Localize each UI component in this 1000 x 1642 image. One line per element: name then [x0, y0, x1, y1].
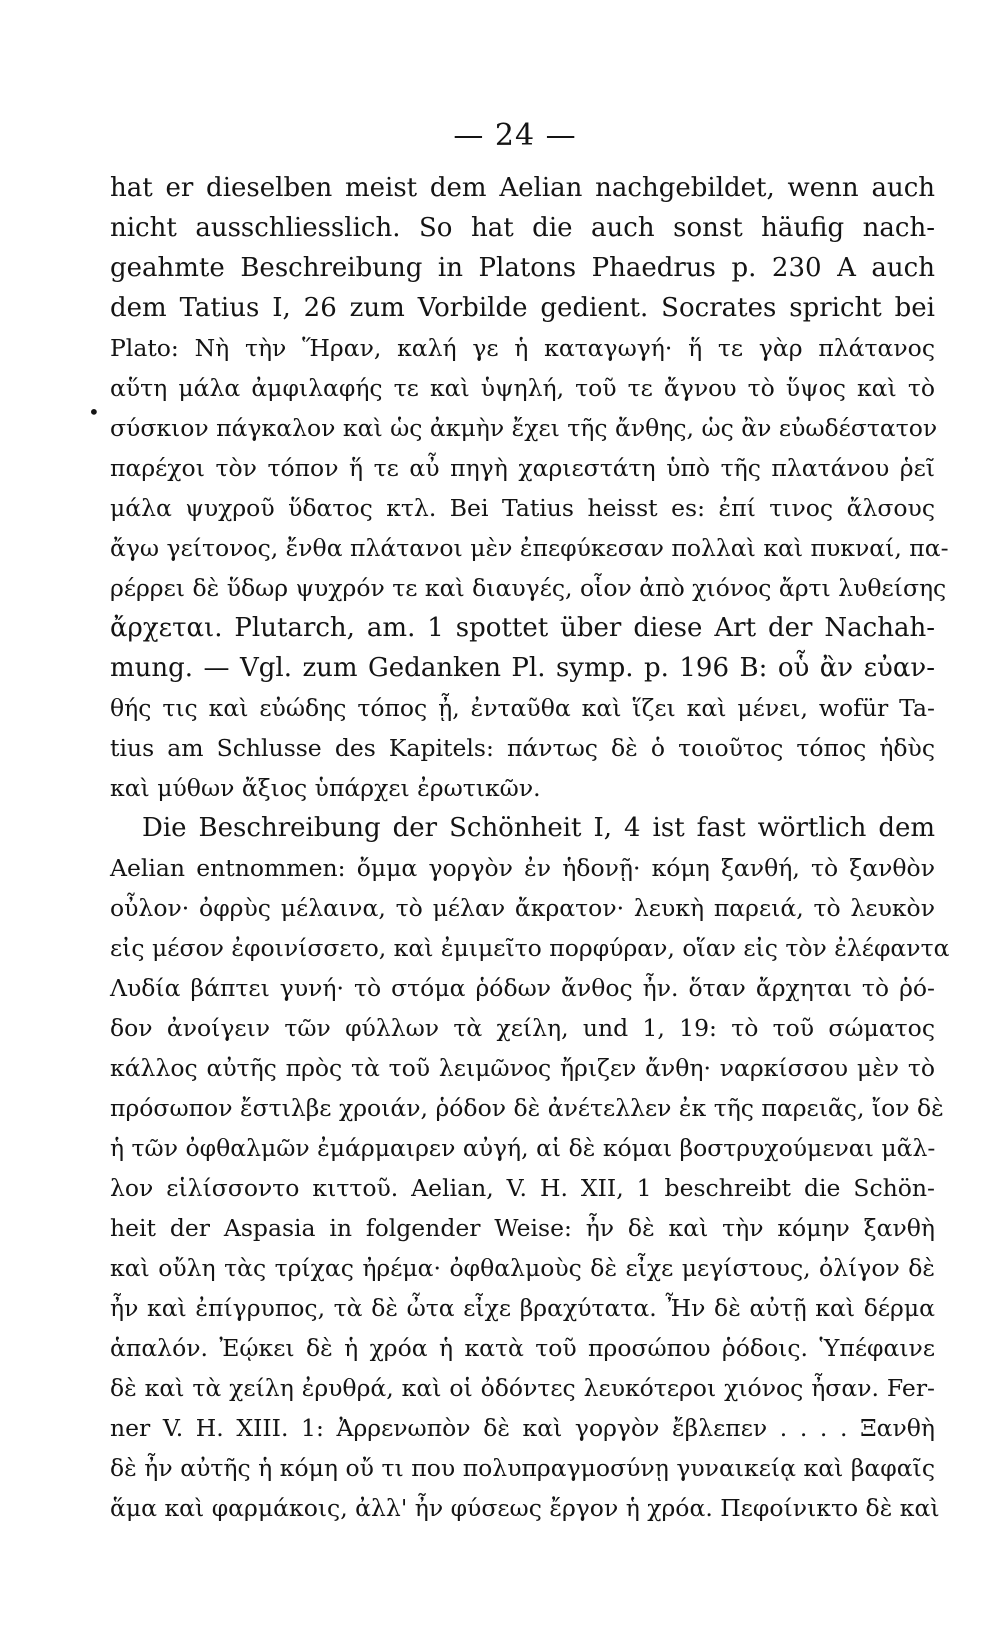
text-line: mung. — Vgl. zum Gedanken Pl. symp. p. 196 B: οὗ ἂν εὐαν- [110, 653, 935, 683]
text-line: Die Beschreibung der Schönheit I, 4 ist fast wörtlich dem [142, 813, 935, 843]
text-line: καὶ οὔλη τὰς τρίχας ἠρέμα· ὀφθαλμοὺς δὲ εἶχε μεγίστους, ὀλίγον δὲ [110, 1254, 935, 1282]
margin-dot-mark: • [88, 400, 100, 424]
text-line: κάλλος αὐτῆς πρὸς τὰ τοῦ λειμῶνος ἤριζεν ἄνθη· ναρκίσσου μὲν τὸ [110, 1054, 935, 1082]
text-line: geahmte Beschreibung in Platons Phaedrus p. 230 A auch [110, 253, 935, 283]
text-line: λον εἱλίσσοντο κιττοῦ. Aelian, V. H. XII, 1 beschreibt die Schön- [110, 1174, 935, 1202]
text-line: πρόσωπον ἔστιλβε χροιάν, ῥόδον δὲ ἀνέτελλεν ἐκ τῆς παρειᾶς, ἴον δὲ [110, 1094, 944, 1122]
text-line: dem Tatius I, 26 zum Vorbilde gedient. Socrates spricht bei [110, 293, 935, 323]
text-line: θής τις καὶ εὐώδης τόπος ᾖ, ἐνταῦθα καὶ ἵζει καὶ μένει, wofür Ta- [110, 694, 935, 722]
text-line: εἰς μέσον ἐφοινίσσετο, καὶ ἐμιμεῖτο πορφύραν, οἵαν εἰς τὸν ἐλέφαντα [110, 934, 950, 962]
text-line: καὶ μύθων ἄξιος ὑπάρχει ἐρωτικῶν. [110, 774, 541, 802]
text-line: ἄγω γείτονος, ἔνθα πλάτανοι μὲν ἐπεφύκεσαν πολλαὶ καὶ πυκναί, πα- [110, 534, 949, 562]
text-line: δὲ ἦν αὐτῆς ἡ κόμη οὔ τι που πολυπραγμοσύνῃ γυναικείᾳ καὶ βαφαῖς [110, 1454, 935, 1482]
page-number: — 24 — [453, 118, 577, 153]
text-line: hat er dieselben meist dem Aelian nachgebildet, wenn auch [110, 173, 935, 203]
text-line: αὕτη μάλα ἀμφιλαφής τε καὶ ὑψηλή, τοῦ τε ἄγνου τὸ ὕψος καὶ τὸ [110, 374, 935, 402]
text-line: ἦν καὶ ἐπίγρυπος, τὰ δὲ ὦτα εἶχε βραχύτατα. Ἦν δὲ αὐτῇ καὶ δέρμα [110, 1294, 935, 1322]
text-line: οὖλον· ὀφρὺς μέλαινα, τὸ μέλαν ἄκρατον· λευκὴ παρειά, τὸ λευκὸν [110, 894, 935, 922]
text-line: ner V. H. XIII. 1: Ἀρρενωπὸν δὲ καὶ γοργὸν ἔβλεπεν . . . . Ξανθὴ [110, 1414, 935, 1442]
text-line: ἁπαλόν. Ἐῴκει δὲ ἡ χρόα ἡ κατὰ τοῦ προσώπου ῥόδοις. Ὑπέφαινε [110, 1334, 935, 1362]
text-line: ἡ τῶν ὀφθαλμῶν ἐμάρμαιρεν αὐγή, αἱ δὲ κόμαι βοστρυχούμεναι μᾶλ- [110, 1134, 936, 1162]
text-line: μάλα ψυχροῦ ὕδατος κτλ. Bei Tatius heisst es: ἐπί τινος ἄλσους [110, 494, 935, 522]
text-line: ρέρρει δὲ ὕδωρ ψυχρόν τε καὶ διαυγές, οἷον ἀπὸ χιόνος ἄρτι λυθείσης [110, 574, 947, 602]
text-line: ἄρχεται. Plutarch, am. 1 spottet über diese Art der Nachah- [110, 613, 935, 643]
text-line: Λυδία βάπτει γυνή· τὸ στόμα ῥόδων ἄνθος ἦν. ὅταν ἄρχηται τὸ ῥό- [110, 974, 935, 1002]
text-line: Aelian entnommen: ὄμμα γοργὸν ἐν ἡδονῇ· κόμη ξανθή, τὸ ξανθὸν [110, 854, 935, 882]
text-line: nicht ausschliesslich. So hat die auch sonst häufig nach- [110, 213, 935, 243]
text-line: tius am Schlusse des Kapitels: πάντως δὲ ὁ τοιοῦτος τόπος ἡδὺς [110, 734, 935, 762]
text-line: heit der Aspasia in folgender Weise: ἦν δὲ καὶ τὴν κόμην ξανθὴ [110, 1214, 935, 1242]
text-line: ἅμα καὶ φαρμάκοις, ἀλλ' ἦν φύσεως ἔργον ἡ χρόα. Πεφοίνικτο δὲ καὶ [110, 1494, 940, 1522]
text-line: δὲ καὶ τὰ χείλη ἐρυθρά, καὶ οἱ ὀδόντες λευκότεροι χιόνος ἦσαν. Fer- [110, 1374, 935, 1402]
text-line: δον ἀνοίγειν τῶν φύλλων τὰ χείλη, und 1, 19: τὸ τοῦ σώματος [110, 1014, 935, 1042]
text-line: Plato: Νὴ τὴν Ἥραν, καλή γε ἡ καταγωγή· ἥ τε γὰρ πλάτανος [110, 334, 935, 362]
text-line: παρέχοι τὸν τόπον ἥ τε αὖ πηγὴ χαριεστάτη ὑπὸ τῆς πλατάνου ῥεῖ [110, 454, 935, 482]
text-line: σύσκιον πάγκαλον καὶ ὡς ἀκμὴν ἔχει τῆς ἄνθης, ὡς ἂν εὐωδέστατον [110, 414, 938, 442]
